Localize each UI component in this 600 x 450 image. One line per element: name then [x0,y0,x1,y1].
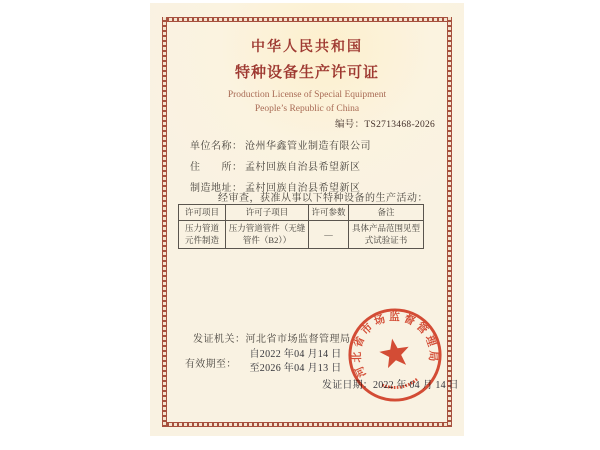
certificate-paper [150,3,464,436]
frame-edge-top [162,17,452,22]
field-row-company-name [190,134,371,155]
field-value: 孟村回族自治县希望新区 [245,183,361,194]
validity-label: 有效期至： [185,359,237,370]
cell-permitted-item: 压力管道元件制造 [179,221,226,249]
field-row-address [190,155,371,176]
validity-from: 自2022 年04 月14 日 [249,349,342,360]
col-header-sub-item: 许可子项目 [226,205,309,221]
company-fields [190,134,371,197]
seal-ring-text: 河北省市场监督管理局 [351,311,440,380]
col-header-permitted-item: 许可项目 [179,205,226,221]
title-english-line1: Production License of Special Equipment [227,90,387,100]
title-license: 特种设备生产许可证 [234,64,379,81]
approval-note: 经审查，获准从事以下特种设备的生产活动： [218,193,428,204]
cell-sub-item: 压力管道管件（无缝管件（B2）） [226,221,309,249]
field-label: 单位名称： [190,141,243,152]
table-header-row [179,205,424,221]
col-header-parameters: 许可参数 [309,205,349,221]
validity-dates [250,348,342,375]
title-block [150,36,464,116]
title-english [150,88,464,116]
field-label: 住 所： [190,162,243,173]
cell-remarks: 具体产品范围见型式试验证书 [349,221,424,249]
issue-date-value: 2022 年 04 月 14 日 [373,380,459,391]
issuer-value: 河北省市场监督管理局 [245,334,351,345]
issue-date-label: 发证日期： [322,380,373,391]
cell-parameters: — [309,221,349,249]
issue-date-row [322,376,459,391]
serial-value: TS2713468-2026 [364,120,436,130]
frame-edge-bottom [162,422,452,427]
license-table [178,204,424,249]
title-country: 中华人民共和国 [251,38,363,54]
validity-row [185,348,342,375]
issuer-label: 发证机关： [193,334,246,345]
field-label: 制造地址： [190,183,243,194]
validity-to: 至2026 年04 月13 日 [249,362,342,374]
table-row [179,221,424,249]
serial-number [335,116,435,130]
title-english-line2: People’s Republic of China [254,104,360,114]
col-header-remarks: 备注 [349,205,424,221]
issuer-row [193,330,351,345]
field-value: 沧州华鑫管业制造有限公司 [245,141,371,152]
serial-label: 编号： [335,120,365,130]
field-value: 孟村回族自治县希望新区 [245,162,361,173]
